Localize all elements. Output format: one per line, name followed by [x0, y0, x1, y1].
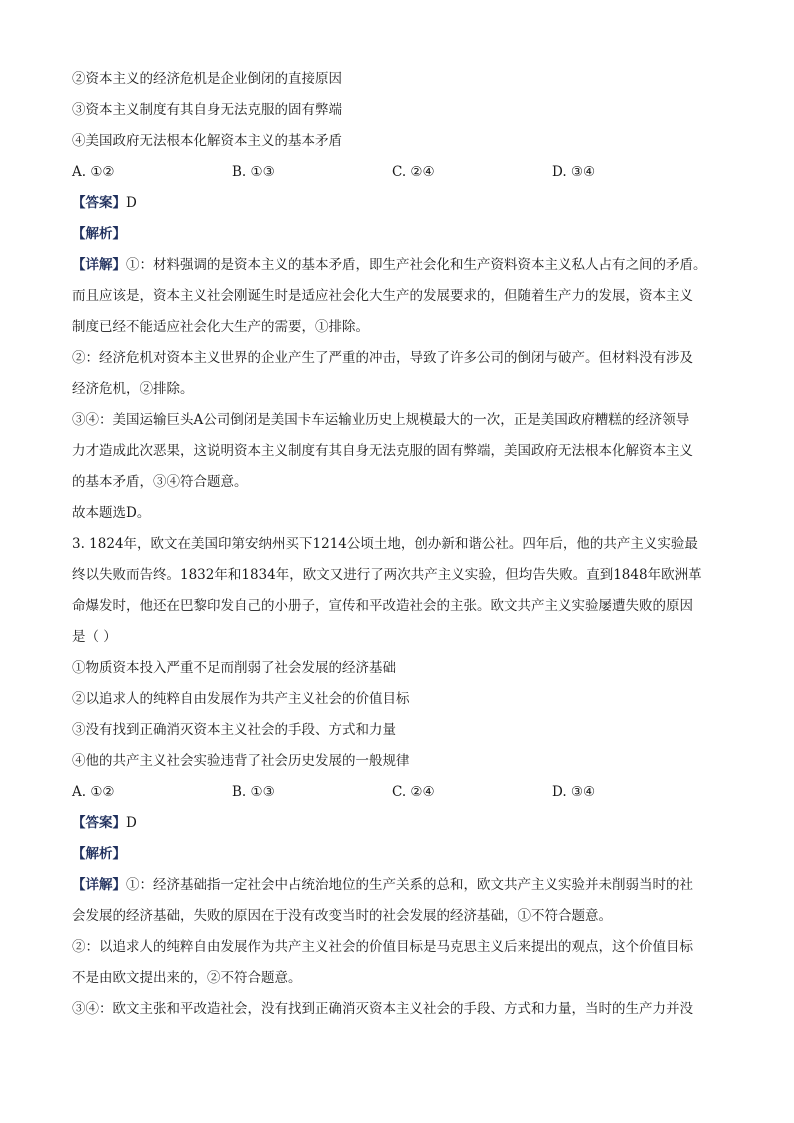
q3-statement-1: ①物质资本投入严重不足而削弱了社会发展的经济基础: [72, 660, 396, 676]
q2-detail-line-3: 制度已经不能适应社会化大生产的需要，①排除。: [72, 319, 369, 335]
q2-statement-3: ③资本主义制度有其自身无法克服的固有弊端: [72, 102, 342, 118]
q2-answer-value: D: [126, 195, 137, 211]
q3-stem-line-1: 3. 1824年，欧文在美国印第安纳州买下1214公顷土地，创办新和谐公社。四年后，他的共产主义实验最: [72, 536, 698, 552]
q2-option-b: B. ①③: [232, 164, 275, 180]
q3-detail-line-5: ③④：欧文主张和平改造社会，没有找到正确消灭资本主义社会的手段、方式和力量，当时的生产力并没: [72, 1001, 693, 1017]
q2-detail-line-4: ②：经济危机对资本主义世界的企业产生了严重的冲击，导致了许多公司的倒闭与破产。但材料没有涉及: [72, 350, 693, 366]
q3-options: [72, 777, 736, 808]
q3-answer: [72, 808, 736, 839]
q3-option-a: A. ①②: [72, 784, 115, 800]
q3-detail-tag: 【详解】: [72, 877, 126, 893]
q2-detail-line-7: 力才造成此次恶果，这说明资本主义制度有其自身无法克服的固有弊端，美国政府无法根本化解资本主义: [72, 443, 693, 459]
q3-statement-4: ④他的共产主义社会实验违背了社会历史发展的一般规律: [72, 753, 410, 769]
q3-option-b: B. ①③: [232, 784, 275, 800]
q3-option-d: D. ③④: [552, 784, 596, 800]
q3-detail-line-1: [72, 870, 736, 901]
q3-detail-line-2: 会发展的经济基础，失败的原因在于没有改变当时的社会发展的经济基础，①不符合题意。: [72, 908, 612, 924]
q2-detail-line-6: ③④：美国运输巨头A公司倒闭是美国卡车运输业历史上规模最大的一次，正是美国政府糟糕的经济领导: [72, 412, 690, 428]
q3-detail-line-4: 不是由欧文提出来的，②不符合题意。: [72, 970, 302, 986]
q3-statement-2: ②以追求人的纯粹自由发展作为共产主义社会的价值目标: [72, 691, 410, 707]
q3-analysis-tag: 【解析】: [72, 846, 126, 862]
q2-detail-tag: 【详解】: [72, 257, 126, 273]
q3-stem-line-3: 命爆发时，他还在巴黎印发自己的小册子，宣传和平改造社会的主张。欧文共产主义实验屡遭失败的原因: [72, 598, 693, 614]
q2-options: [72, 157, 736, 188]
q2-detail-line-2: 而且应该是，资本主义社会刚诞生时是适应社会化大生产的发展要求的，但随着生产力的发展，资本主义: [72, 288, 693, 304]
q3-option-c: C. ②④: [392, 784, 435, 800]
q2-detail-line-5: 经济危机，②排除。: [72, 381, 194, 397]
q3-detail-line-3: ②：以追求人的纯粹自由发展作为共产主义社会的价值目标是马克思主义后来提出的观点，这个价值目标: [72, 939, 693, 955]
q2-detail-line-1: [72, 250, 736, 281]
q3-stem-line-2: 终以失败而告终。1832年和1834年，欧文又进行了两次共产主义实验，但均告失败。直到1848年欧洲革: [72, 567, 702, 583]
q3-answer-tag: 【答案】: [72, 815, 126, 831]
q3-stem-line-4: 是（ ）: [72, 629, 117, 645]
q2-answer: [72, 188, 736, 219]
q2-conclusion: 故本题选D。: [72, 505, 151, 521]
q2-statement-4: ④美国政府无法根本化解资本主义的基本矛盾: [72, 133, 342, 149]
q3-analysis: [72, 839, 736, 870]
q2-answer-tag: 【答案】: [72, 195, 126, 211]
q2-analysis-tag: 【解析】: [72, 226, 126, 242]
q2-analysis: [72, 219, 736, 250]
q3-statement-3: ③没有找到正确消灭资本主义社会的手段、方式和力量: [72, 722, 396, 738]
q3-detail-text-1: ①：经济基础指一定社会中占统治地位的生产关系的总和，欧文共产主义实验并未削弱当时的社: [126, 877, 693, 893]
q2-option-d: D. ③④: [552, 164, 596, 180]
q2-detail-line-8: 的基本矛盾，③④符合题意。: [72, 474, 248, 490]
q3-answer-value: D: [126, 815, 137, 831]
q2-detail-text-1: ①：材料强调的是资本主义的基本矛盾，即生产社会化和生产资料资本主义私人占有之间的矛盾。: [126, 257, 707, 273]
q2-option-a: A. ①②: [72, 164, 115, 180]
page-content: [72, 64, 736, 1025]
q2-option-c: C. ②④: [392, 164, 435, 180]
q2-statement-2: ②资本主义的经济危机是企业倒闭的直接原因: [72, 71, 342, 87]
